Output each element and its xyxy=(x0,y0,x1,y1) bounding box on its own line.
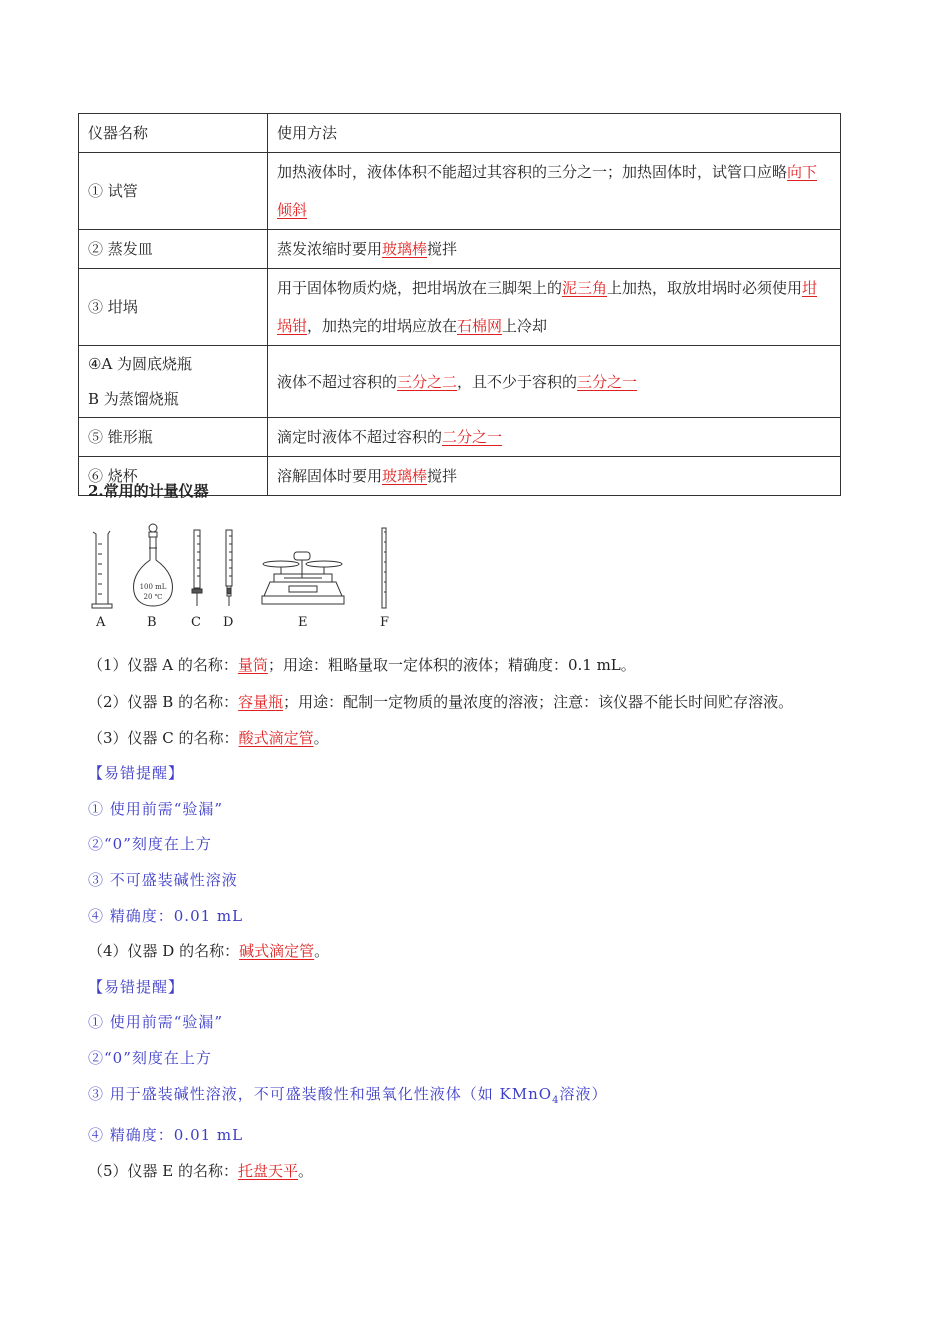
balance-icon xyxy=(262,552,344,604)
answer-text: 三分之一 xyxy=(577,372,638,391)
instruments-figure xyxy=(84,522,414,632)
row-method xyxy=(268,457,841,496)
answer-e: 托盘天平 xyxy=(238,1161,299,1180)
tip1-line: ③ 不可盛装碱性溶液 xyxy=(88,870,238,889)
tip1-line: ②“0”刻度在上方 xyxy=(88,835,212,854)
row-name xyxy=(79,346,268,418)
row-method xyxy=(268,418,841,457)
item-b: （2）仪器 B 的名称：容量瓶；用途：配制一定物质的量浓度的溶液；注意：该仪器不能长时间贮存溶液。 xyxy=(88,692,794,711)
tip1-title: 【易错提醒】 xyxy=(88,764,185,783)
row-method xyxy=(268,230,841,269)
row-name: ⑤ 锥形瓶 xyxy=(79,418,268,457)
method-text: 搅拌 xyxy=(427,240,458,258)
answer-text: 二分之一 xyxy=(442,428,503,446)
table-row xyxy=(79,269,841,346)
method-text: 液体不超过容积的 xyxy=(277,372,398,391)
item-a: （1）仪器 A 的名称：量筒；用途：粗略量取一定体积的液体；精确度：0.1 mL。 xyxy=(88,656,636,674)
item-c: （3）仪器 C 的名称：酸式滴定管。 xyxy=(88,728,329,747)
table-row xyxy=(79,418,841,457)
table-row xyxy=(79,346,841,418)
base-burette-icon xyxy=(226,530,232,606)
acid-burette-icon xyxy=(192,530,202,606)
flask-label-temp: 20 ℃ xyxy=(143,593,163,601)
tip2-line: ③ 用于盛装碱性溶液，不可盛装酸性和强氧化性液体（如 KMnO$_4$溶液） xyxy=(88,1084,608,1106)
answer-text: 泥三角 xyxy=(562,279,608,297)
method-text: 溶解固体时要用 xyxy=(277,467,383,485)
answer-b: 容量瓶 xyxy=(238,692,284,711)
cylinder-icon xyxy=(92,531,112,608)
table-row xyxy=(79,230,841,269)
method-text: 滴定时液体不超过容积的 xyxy=(277,428,443,446)
method-text: 用于固体物质灼烧，把坩埚放在三脚架上的 xyxy=(277,279,563,297)
method-text: 上加热，取放坩埚时必须使用 xyxy=(607,279,803,297)
method-text: ，加热完的坩埚应放在 xyxy=(307,317,458,335)
answer-c: 酸式滴定管 xyxy=(238,728,314,747)
row-method xyxy=(268,153,841,230)
table-row xyxy=(79,153,841,230)
answer-text: 玻璃棒 xyxy=(382,467,428,485)
tip2-line: ②“0”刻度在上方 xyxy=(88,1048,212,1067)
method-text: 蒸发浓缩时要用 xyxy=(277,240,383,258)
method-text: ，且不少于容积的 xyxy=(457,372,578,391)
section-title: 2.常用的计量仪器 xyxy=(88,482,209,500)
item-e: （5）仪器 E 的名称：托盘天平。 xyxy=(88,1161,314,1180)
answer-text: 三分之二 xyxy=(397,372,458,391)
header-method: 使用方法 xyxy=(268,114,841,153)
pipette-icon xyxy=(382,528,386,608)
tip2-line: ① 使用前需“验漏” xyxy=(88,1013,224,1032)
item-d: （4）仪器 D 的名称：碱式滴定管。 xyxy=(88,942,330,961)
figure-label-c: C xyxy=(191,615,201,630)
row-name: ⑥ 烧杯 xyxy=(79,457,268,496)
row-name-line1: ④A 为圆底烧瓶 xyxy=(88,354,193,373)
table-header-row xyxy=(79,114,841,153)
answer-text: 玻璃棒 xyxy=(382,240,428,258)
row-method xyxy=(268,346,841,418)
tip2-title: 【易错提醒】 xyxy=(88,977,185,996)
answer-d: 碱式滴定管 xyxy=(239,942,315,961)
answer-text: 坩埚钳 xyxy=(277,279,818,335)
figure-label-d: D xyxy=(223,615,234,630)
tip2-line: ④ 精确度：0.01 mL xyxy=(88,1126,244,1145)
method-text: 加热液体时，液体体积不能超过其容积的三分之一；加热固体时，试管口应略 xyxy=(277,163,788,181)
row-name-line2: B 为蒸馏烧瓶 xyxy=(88,389,179,408)
answer-text: 石棉网 xyxy=(457,317,503,335)
instrument-table xyxy=(78,113,841,496)
row-name: ② 蒸发皿 xyxy=(79,230,268,269)
figure-label-b: B xyxy=(147,615,157,630)
row-method xyxy=(268,269,841,346)
flask-label-volume: 100 mL xyxy=(139,583,167,591)
tip1-line: ① 使用前需“验漏” xyxy=(88,799,224,818)
volumetric-flask-icon xyxy=(134,524,173,606)
item-list xyxy=(88,648,848,1189)
figure-label-e: E xyxy=(298,615,308,630)
method-text: 搅拌 xyxy=(427,467,458,485)
row-name: ③ 坩埚 xyxy=(79,269,268,346)
tip1-line: ④ 精确度：0.01 mL xyxy=(88,906,244,925)
figure-label-a: A xyxy=(96,615,106,630)
row-name: ① 试管 xyxy=(79,153,268,230)
answer-text: 向下倾斜 xyxy=(277,163,818,219)
answer-a: 量筒 xyxy=(237,656,268,674)
figure-label-f: F xyxy=(380,615,390,630)
header-name: 仪器名称 xyxy=(79,114,268,153)
method-text: 上冷却 xyxy=(502,317,548,335)
